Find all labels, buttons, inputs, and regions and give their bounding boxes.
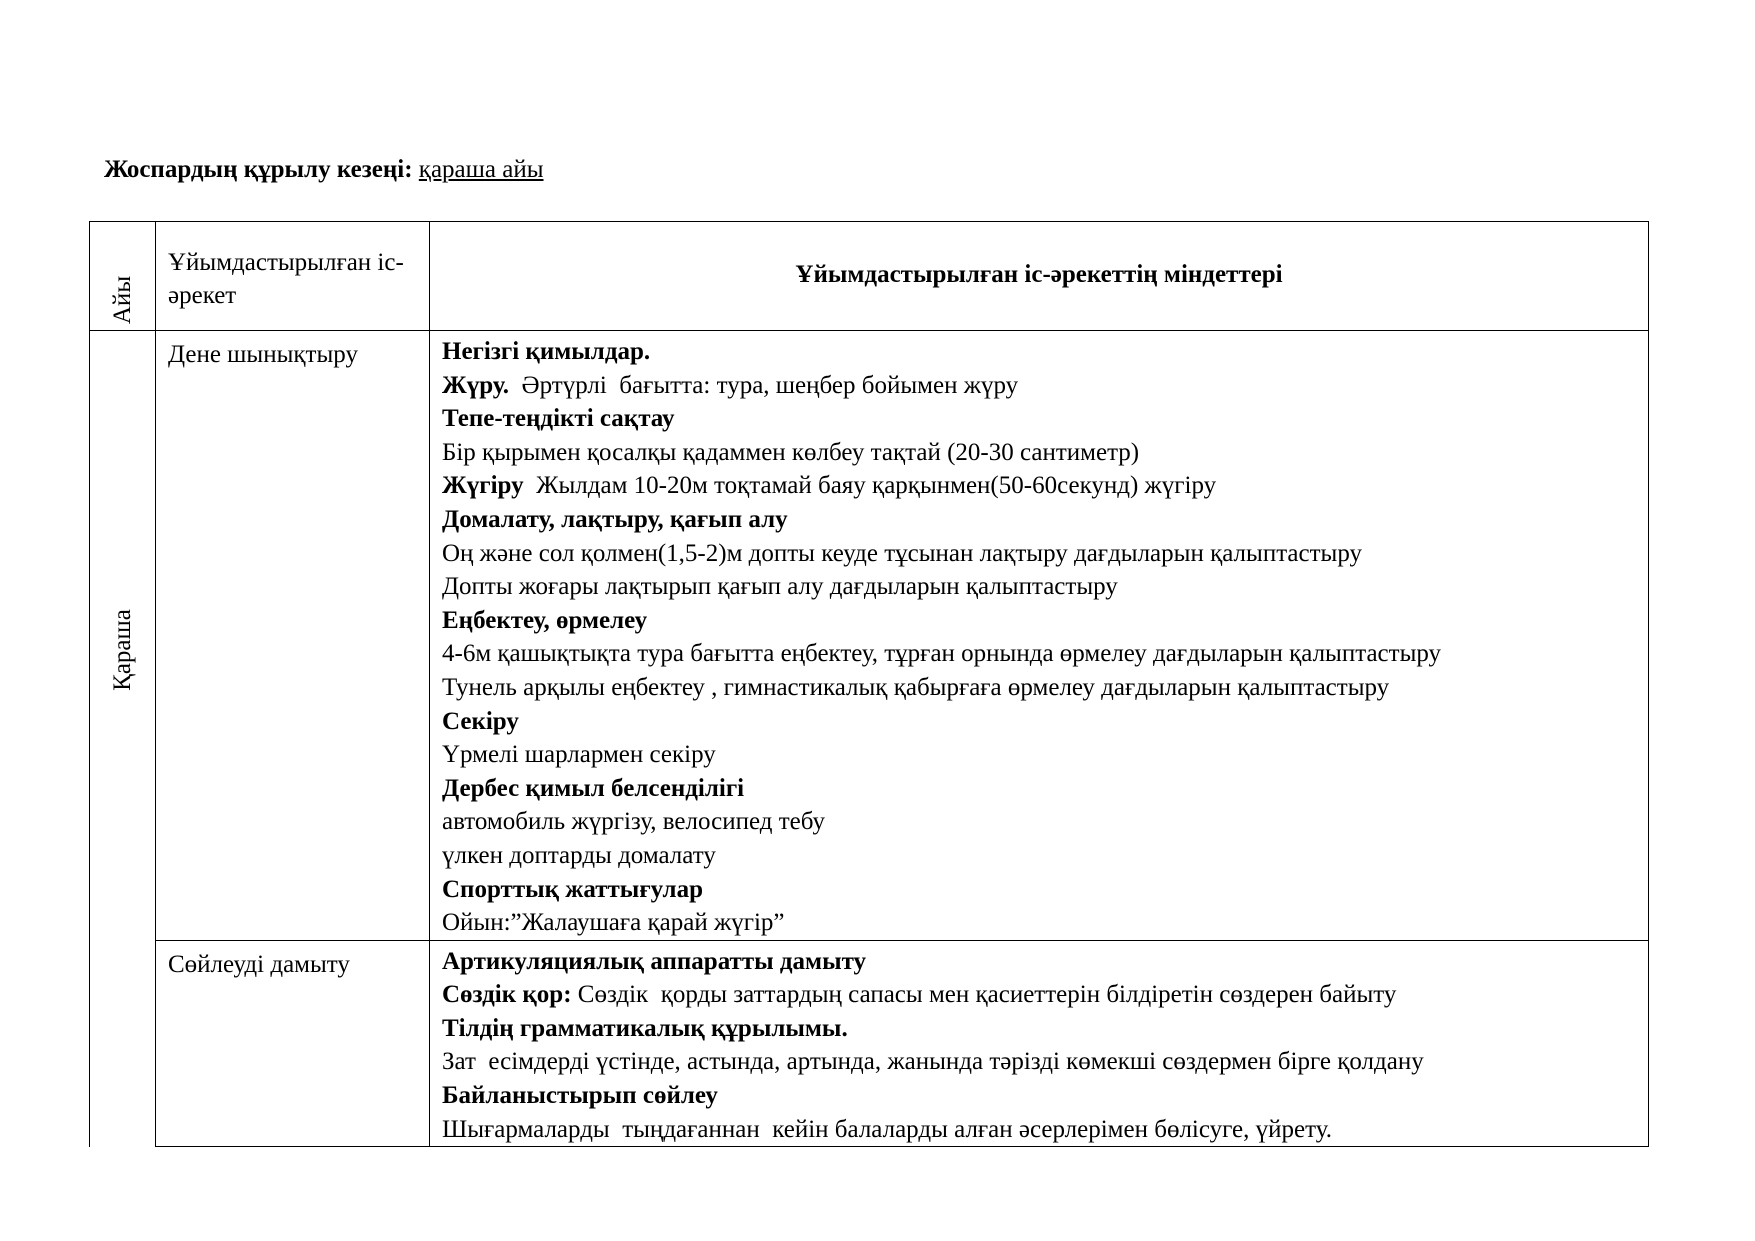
month-cell-continued [90, 940, 156, 1147]
task-line-text: Бір қырымен қосалқы қадаммен көлбеу тақтай (20-30 сантиметр) [442, 438, 1140, 466]
task-line [442, 738, 1648, 772]
task-line [442, 873, 1648, 907]
header-activity-label: Ұйымдастырылған іс-әрекет [168, 249, 404, 309]
task-line-text: Жылдам 10-20м тоқтамай баяу қарқынмен(50-60секунд) жүгіру [523, 472, 1217, 500]
task-line [442, 945, 1648, 979]
task-line [442, 805, 1648, 839]
header-month-label: Айы [108, 275, 136, 325]
activity-label: Дене шынықтыру [168, 341, 358, 368]
task-line [442, 604, 1648, 638]
task-line-heading: Дербес қимыл белсенділігі [442, 774, 745, 802]
task-line [442, 839, 1648, 873]
task-line [442, 1113, 1648, 1147]
header-tasks-label: Ұйымдастырылған іс-әрекеттің міндеттері [795, 261, 1283, 288]
task-line-heading: Сөздік қор: [442, 981, 572, 1009]
task-line [442, 1012, 1648, 1046]
task-line-text: Тунель арқылы еңбектеу , гимнастикалық қабырғаға өрмелеу дағдыларын қалыптастыру [442, 673, 1390, 701]
header-activity-cell [156, 222, 430, 331]
task-line-heading: Байланыстырып сөйлеу [442, 1082, 718, 1110]
task-line-heading: Домалату, лақтыру, қағып алу [442, 505, 788, 533]
task-line [442, 436, 1648, 470]
task-line [442, 705, 1648, 739]
header-month-cell [90, 222, 156, 331]
table-header-row [90, 222, 1649, 331]
task-list [430, 331, 1648, 940]
task-line [442, 469, 1648, 503]
activity-cell [156, 331, 430, 941]
task-line-text: Үрмелі шарлармен секіру [442, 741, 716, 769]
task-line-heading: Тепе-теңдікті сақтау [442, 405, 675, 433]
task-line-text: үлкен доптарды домалату [442, 841, 716, 869]
task-line-text: Допты жоғары лақтырып қағып алу дағдыларын қалыптастыру [442, 573, 1118, 601]
task-line [442, 772, 1648, 806]
header-tasks-cell [430, 222, 1649, 331]
task-line [442, 537, 1648, 571]
month-value: Қараша [108, 609, 136, 691]
month-cell [90, 331, 156, 941]
task-line-heading: Еңбектеу, өрмелеу [442, 606, 648, 634]
task-line-heading: Жүру. [442, 371, 510, 399]
task-line [442, 1079, 1648, 1113]
task-line [442, 402, 1648, 436]
task-list [430, 941, 1648, 1147]
task-line [442, 637, 1648, 671]
task-line-heading: Артикуляциялық аппаратты дамыту [442, 947, 867, 975]
task-line [442, 503, 1648, 537]
task-line [442, 570, 1648, 604]
table-row [90, 940, 1649, 1147]
task-line-heading: Спорттық жаттығулар [442, 875, 703, 903]
task-line-text: автомобиль жүргізу, велосипед тебу [442, 808, 825, 836]
task-line-text: Оң және сол қолмен(1,5-2)м допты кеуде тұсынан лақтыру дағдыларын қалыптастыру [442, 539, 1363, 567]
plan-period-value: қараша айы [418, 156, 544, 183]
task-line [442, 335, 1648, 369]
task-line [442, 906, 1648, 940]
task-line-text: Ойын:”Жалаушаға қарай жүгір” [442, 909, 785, 937]
task-line-text: Шығармаларды тыңдағаннан кейін балаларды алған әсерлерімен бөлісуге, үйрету. [442, 1115, 1332, 1143]
task-line-heading: Секіру [442, 707, 519, 735]
task-line [442, 671, 1648, 705]
task-line [442, 978, 1648, 1012]
task-line-heading: Негізгі қимылдар. [442, 338, 651, 365]
plan-period-heading [104, 154, 544, 186]
plan-period-label: Жоспардың құрылу кезеңі: [104, 156, 413, 183]
plan-table [89, 221, 1649, 1147]
task-line-text: 4-6м қашықтықта тура бағытта еңбектеу, тұрған орнында өрмелеу дағдыларын қалыптастыру [442, 640, 1442, 668]
activity-label: Сөйлеуді дамыту [168, 950, 350, 978]
task-line-heading: Жүгіру [442, 472, 524, 500]
tasks-cell [430, 940, 1649, 1147]
table-row [90, 331, 1649, 941]
task-line-text: Сөздік қорды заттардың сапасы мен қасиеттерін білдіретін сөздерен байыту [571, 981, 1397, 1009]
task-line [442, 1045, 1648, 1079]
task-line-text: Әртүрлі бағытта: тура, шеңбер бойымен жүру [509, 371, 1019, 399]
task-line-heading: Тілдің грамматикалық құрылымы. [442, 1014, 848, 1042]
activity-cell [156, 940, 430, 1147]
task-line-text: Зат есімдерді үстінде, астында, артында, жанында тәрізді көмекші сөздермен бірге қолдану [442, 1048, 1424, 1076]
tasks-cell [430, 331, 1649, 941]
task-line [442, 369, 1648, 403]
